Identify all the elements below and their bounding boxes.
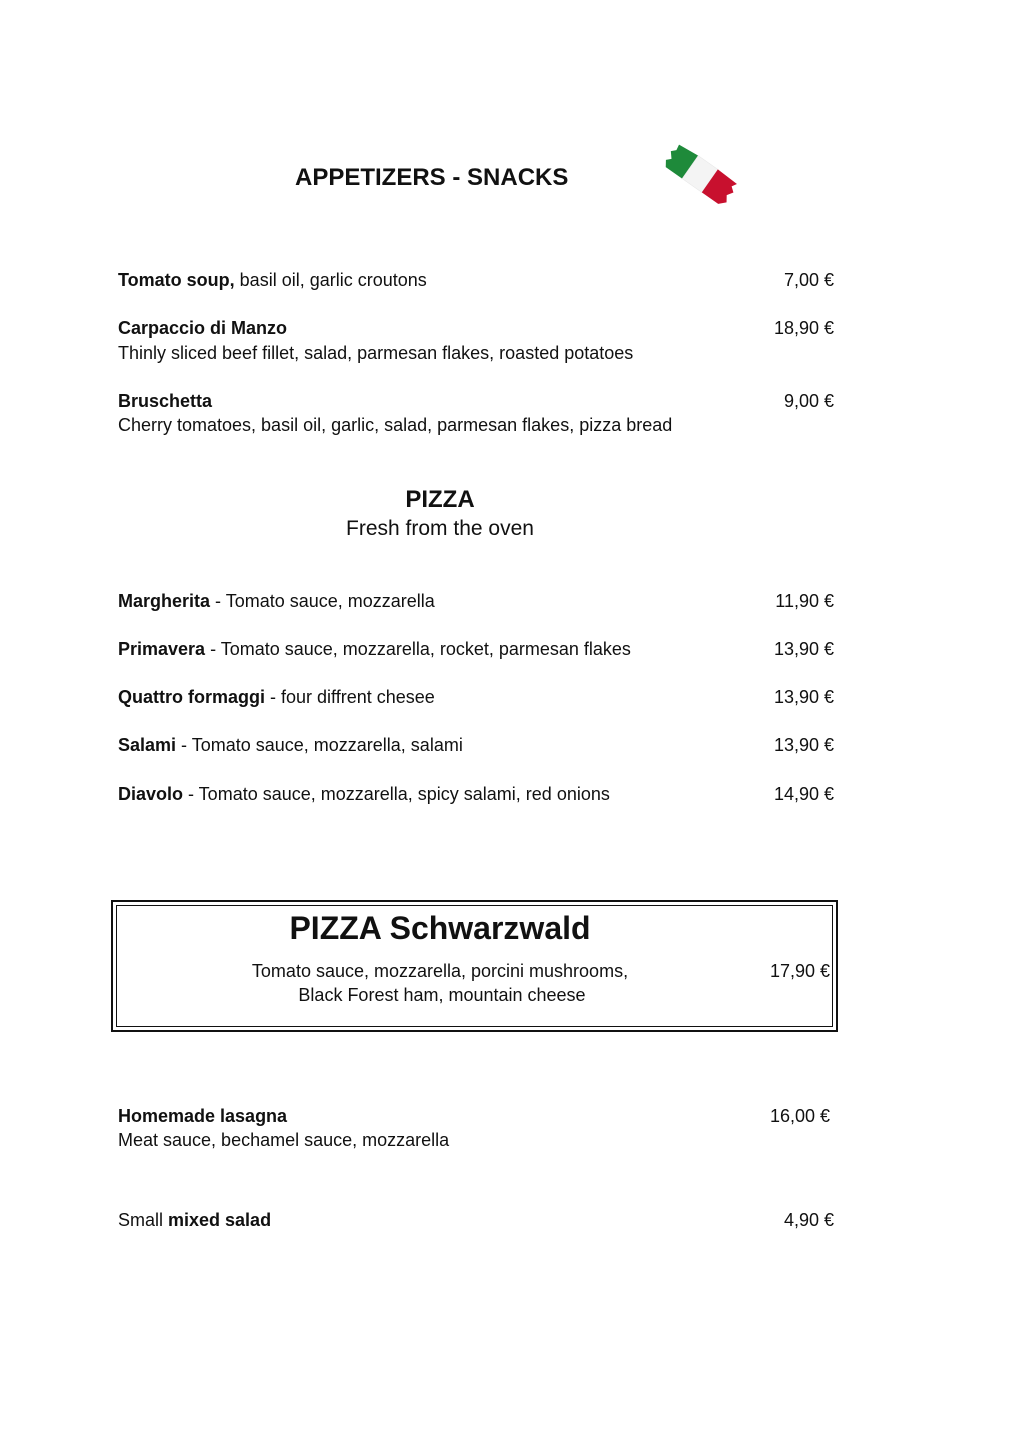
item-price: 7,00 € [783,270,834,290]
pizza-subtitle: Fresh from the oven [346,517,534,540]
item-desc: - four diffrent chesee [265,687,435,707]
item-desc: - Tomato sauce, mozzarella [210,591,435,611]
special-desc-line1: Tomato sauce, mozzarella, porcini mushrooms, [251,961,629,981]
item-price: 16,00 € [769,1106,830,1126]
menu-item-quattro-formaggi [118,685,435,709]
item-name: Salami [118,735,177,755]
item-name: Diavolo [118,784,184,804]
item-price: 9,00 € [783,391,834,411]
item-name-bruschetta: Bruschetta [118,391,213,411]
item-name-lasagna: Homemade lasagna [118,1106,288,1126]
item-name: Primavera [118,639,206,659]
menu-item-diavolo [118,782,610,806]
item-desc-bruschetta: Cherry tomatoes, basil oil, garlic, salad, parmesan flakes, pizza bread [118,415,673,435]
item-desc: - Tomato sauce, mozzarella, rocket, parmesan flakes [205,639,631,659]
special-title: PIZZA Schwarzwald [289,910,591,946]
item-name: mixed salad [168,1210,272,1230]
special-desc-line2: Black Forest ham, mountain cheese [298,985,586,1005]
item-price: 4,90 € [783,1210,834,1230]
item-price: 11,90 € [775,591,834,611]
menu-item-salami [118,733,463,757]
item-name: Margherita [118,591,211,611]
item-name: Quattro formaggi [118,687,265,707]
menu-item-salad [118,1208,271,1232]
item-price: 14,90 € [773,784,834,804]
item-price: 13,90 € [773,735,834,755]
appetizers-heading: APPETIZERS - SNACKS [295,164,569,191]
item-price: 13,90 € [773,687,834,707]
item-price: 18,90 € [773,318,834,338]
item-desc-lasagna: Meat sauce, bechamel sauce, mozzarella [118,1130,450,1150]
item-prefix: Small [118,1210,169,1230]
italian-flag-icon [660,138,740,210]
pizza-heading: PIZZA [405,486,475,513]
menu-item-primavera [118,637,631,661]
item-price: 13,90 € [773,639,834,659]
item-name: Tomato soup, [118,270,235,290]
item-desc-carpaccio: Thinly sliced beef fillet, salad, parmesan flakes, roasted potatoes [118,343,634,363]
special-price: 17,90 € [769,961,830,981]
menu-item-margherita [118,589,435,613]
item-name-carpaccio: Carpaccio di Manzo [118,318,288,338]
item-desc: - Tomato sauce, mozzarella, salami [176,735,463,755]
item-desc: - Tomato sauce, mozzarella, spicy salami, red onions [183,784,610,804]
menu-item-tomato-soup [118,268,427,292]
item-desc: basil oil, garlic croutons [234,270,427,290]
